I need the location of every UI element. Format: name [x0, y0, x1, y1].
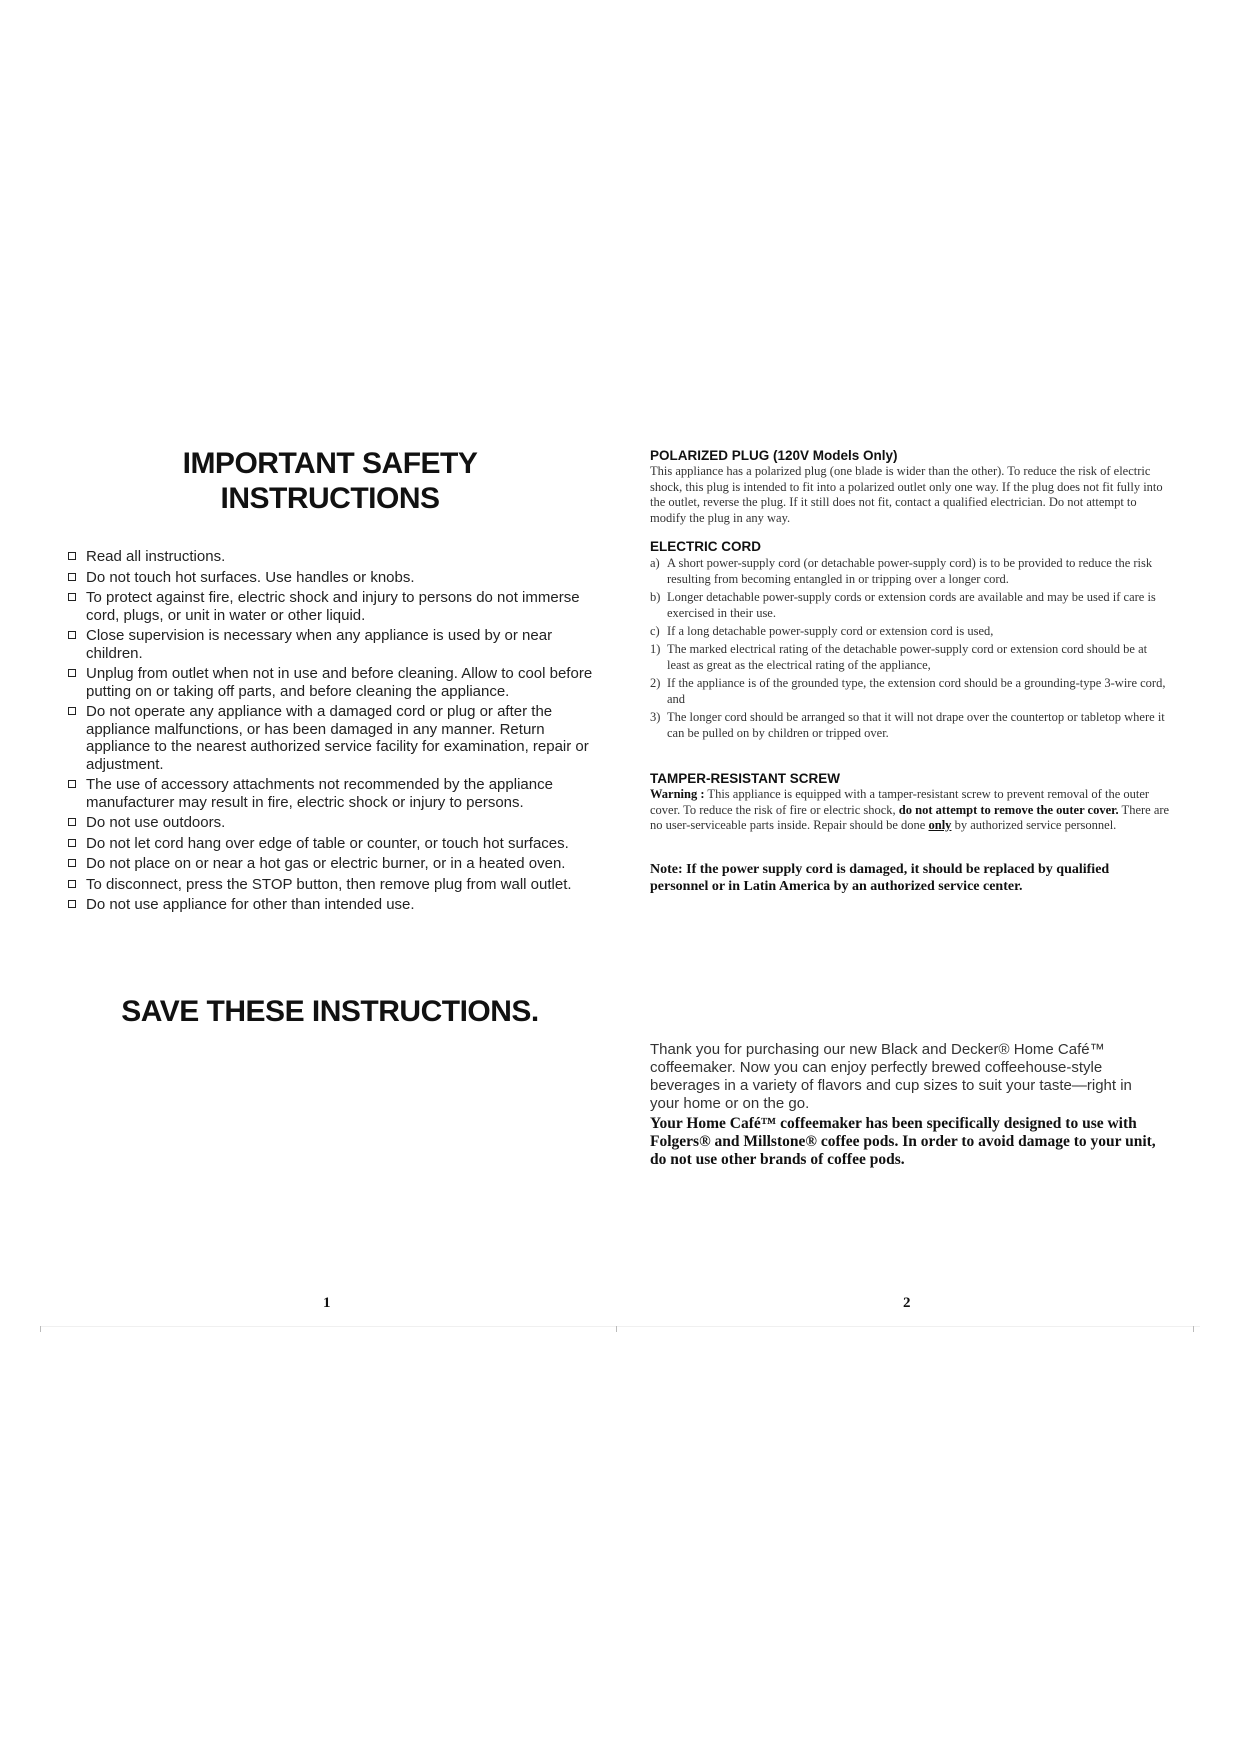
tamper-screw-heading: TAMPER-RESISTANT SCREW — [650, 771, 840, 786]
safety-item-text: Do not let cord hang over edge of table or counter, or touch hot surfaces. — [86, 834, 569, 852]
tamper-text-2: There are no user-serviceable parts inside. Repair should be done — [650, 802, 1170, 832]
cord-item-text: If the appliance is of the grounded type, the extension cord should be a grounding-type 3-wire cord, and — [667, 676, 1166, 706]
cord-item-marker: 1) — [650, 642, 661, 656]
safety-title-line2: INSTRUCTIONS — [220, 482, 440, 515]
safety-item-text: To protect against fire, electric shock and injury to persons do not immerse cord, plugs, or unit in water or other liquid. — [86, 589, 580, 624]
coffee-pods-notice: Your Home Café™ coffeemaker has been specifically designed to use with Folgers® and Millstone® coffee pods. In order to avoid damage to your unit, do not use other brands of coffee pods. — [650, 1115, 1156, 1168]
cord-item — [650, 675, 1170, 707]
safety-item-text: Do not operate any appliance with a damaged cord or plug or after the appliance malfunctions, or has been damaged in any manner. Return appliance to the nearest authorized service facility for examination, repair or adjustment. — [86, 703, 589, 773]
cord-item-marker: a) — [650, 556, 660, 570]
safety-item-text: Do not touch hot surfaces. Use handles or knobs. — [86, 568, 415, 586]
electric-cord-section — [650, 539, 1170, 743]
warning-label: Warning : — [650, 787, 705, 801]
safety-item-text: Do not use outdoors. — [86, 814, 226, 831]
page-number-2: 2 — [903, 1295, 911, 1311]
tamper-screw-section — [650, 771, 1170, 834]
cord-item-marker: 3) — [650, 710, 661, 724]
tamper-bold-text: do not attempt to remove the outer cover. — [898, 802, 1119, 817]
cord-item-marker: c) — [650, 624, 660, 638]
cord-item-text: The marked electrical rating of the detachable power-supply cord or extension cord should be at least as great as the electrical rating of the appliance, — [667, 642, 1148, 672]
cord-item-marker: 2) — [650, 676, 661, 690]
crop-mark-center — [616, 1326, 617, 1332]
safety-item-text: The use of accessory attachments not recommended by the appliance manufacturer may result in fire, electric shock or injury to persons. — [86, 776, 553, 811]
power-cord-note: Note: If the power supply cord is damaged, it should be replaced by qualified personnel or in Latin America by an authorized service center. — [650, 862, 1110, 894]
cord-item — [650, 641, 1170, 673]
cord-item-marker: b) — [650, 590, 661, 604]
page-number-1: 1 — [323, 1295, 331, 1311]
tamper-text-1: This appliance is equipped with a tamper-resistant screw to prevent removal of the outer cover. To reduce the risk of fire or electric shock, — [650, 787, 1150, 817]
safety-item-text: Do not use appliance for other than intended use. — [86, 896, 415, 913]
save-instructions-title: SAVE THESE INSTRUCTIONS. — [121, 995, 539, 1028]
safety-title-line1: IMPORTANT SAFETY — [182, 447, 478, 480]
tamper-only: only — [928, 818, 952, 832]
safety-item-text: Close supervision is necessary when any appliance is used by or near children. — [86, 627, 553, 662]
electric-cord-list — [650, 555, 1170, 741]
cord-item — [650, 555, 1170, 587]
cord-item-text: Longer detachable power-supply cords or extension cords are available and may be used if care is exercised in their use. — [667, 590, 1156, 620]
cord-item-text: A short power-supply cord (or detachable power-supply cord) is to be provided to reduce the risk resulting from becoming entangled in or tripping over a longer cord. — [667, 556, 1153, 586]
polarized-plug-section — [650, 448, 1170, 526]
crop-mark-right — [1193, 1326, 1194, 1332]
thank-you-text: Thank you for purchasing our new Black and Decker® Home Café™ coffeemaker. Now you can enjoy perfectly brewed coffeehouse-style beverages in a variety of flavors and cup sizes to suit your taste—right in your home or on the go. — [650, 1041, 1132, 1112]
electric-cord-heading: ELECTRIC CORD — [650, 539, 761, 554]
polarized-plug-heading: POLARIZED PLUG (120V Models Only) — [650, 448, 898, 463]
bottom-rule — [40, 1326, 1200, 1327]
cord-item-text: The longer cord should be arranged so that it will not drape over the countertop or tabletop where it can be pulled on by children or tripped over. — [667, 710, 1165, 740]
safety-item-text: Do not place on or near a hot gas or electric burner, or in a heated oven. — [86, 855, 566, 872]
cord-item — [650, 589, 1170, 621]
tamper-text-3: by authorized service personnel. — [951, 818, 1117, 832]
polarized-plug-body: This appliance has a polarized plug (one blade is wider than the other). To reduce the risk of electric shock, this plug is intended to fit into a polarized outlet only one way. If the plug does not fit fully into the outlet, reverse the plug. If it still does not fit, contact a qualified electrician. Do not attempt to modify the plug in any way. — [650, 464, 1163, 525]
note-section — [650, 861, 1170, 895]
tamper-screw-body — [650, 787, 1170, 834]
safety-item-text: To disconnect, press the STOP button, then remove plug from wall outlet. — [86, 875, 572, 893]
cord-item — [650, 623, 1170, 639]
safety-item-text: Unplug from outlet when not in use and before cleaning. Allow to cool before putting on or taking off parts, and before cleaning the appliance. — [86, 665, 593, 700]
cord-item-text: If a long detachable power-supply cord or extension cord is used, — [667, 624, 994, 638]
cord-item — [650, 709, 1170, 741]
safety-item-text: Read all instructions. — [86, 548, 226, 565]
crop-mark-left — [40, 1326, 41, 1332]
